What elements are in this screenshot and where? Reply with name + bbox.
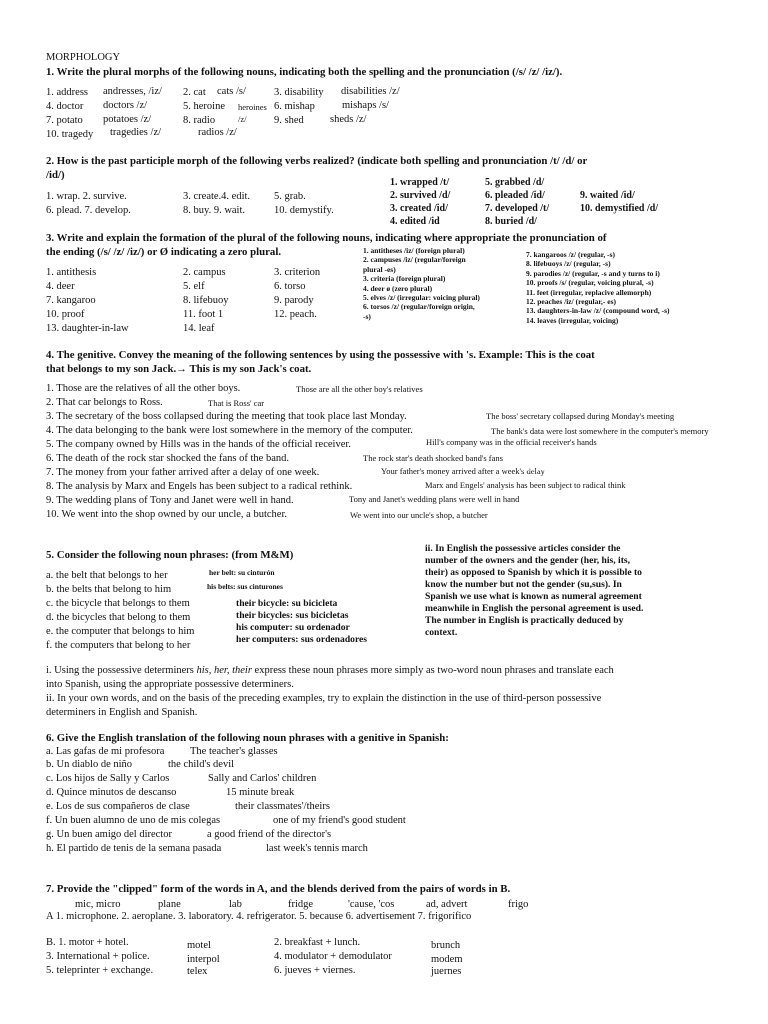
q4-answer: The bank's data were lost somewhere in the computer's memory [491, 426, 709, 436]
q7-blend-answer: modem [431, 954, 463, 965]
q2-answer: 6. pleaded /id/ [485, 190, 545, 201]
q2-item: 10. demystify. [274, 205, 334, 216]
q4-sentence: 7. The money from your father arrived after a delay of one week. [46, 467, 320, 478]
q5-explanation-box: ii. In English the possessive articles consider the number of the owners and the gender (her, his, its, their) as opposed to Spanish by which it is possible to know the number but not the gender (su,sus). In Spanish we use what is known as numeral agreement meanwhile in English the personal agreement is used. The number in English is practically deduced by context. [425, 543, 644, 638]
q2-answer: 1. wrapped /t/ [390, 177, 450, 188]
q2-item: 1. wrap. 2. survive. [46, 191, 127, 202]
question-1: 1. Write the plural morphs of the following nouns, indicating both the spelling and the pronunciation (/s/ /z/ /iz/). [46, 66, 563, 78]
q4-answer: We went into our uncle's shop, a butcher [350, 510, 488, 520]
q7-clipped-answer: fridge [288, 899, 314, 910]
q3-item: 3. criterion [274, 267, 321, 278]
q6-answer: a good friend of the director's [207, 829, 332, 840]
q5-answer: their bicycle: su bicicleta [236, 598, 338, 609]
q3-item: 12. peach. [274, 309, 317, 320]
q3-item: 13. daughter-in-law [46, 323, 129, 334]
q4-sentence: 5. The company owned by Hills was in the hands of the official receiver. [46, 439, 351, 450]
q3-item: 2. campus [183, 267, 226, 278]
q5-phrase: f. the computers that belong to her [46, 640, 191, 651]
question-3: 3. Write and explain the formation of the plural of the following nouns, indicating where appropriate the pronunciation of [46, 232, 607, 244]
q4-sentence: 3. The secretary of the boss collapsed during the meeting that took place last Monday. [46, 411, 407, 422]
q1-item: 8. radio [183, 115, 216, 126]
q5-inst-i-c: express these noun phrases more simply as two-word noun phrases and translate each [251, 665, 614, 676]
q3-answer: 10. proofs /s/ (regular, voicing plural, -s) [526, 278, 654, 288]
question-6: 6. Give the English translation of the following noun phrases with a genitive in Spanish: [46, 732, 449, 744]
q1-answer: doctors /z/ [103, 100, 148, 111]
q6-answer: The teacher's glasses [190, 746, 278, 757]
q7-blend-answer: juernes [431, 966, 462, 977]
question-2-cont: /id/) [46, 169, 65, 181]
q2-answer: 2. survived /d/ [390, 190, 451, 201]
q3-item: 1. antithesis [46, 267, 97, 278]
q4-sentence: 8. The analysis by Marx and Engels has been subject to a radical rethink. [46, 481, 353, 492]
q5-phrase: a. the belt that belongs to her [46, 570, 168, 581]
q7-b-item: 2. breakfast + lunch. [274, 937, 361, 948]
q4-sentence: 4. The data belonging to the bank were lost somewhere in the memory of the computer. [46, 425, 413, 436]
question-5: 5. Consider the following noun phrases: (from M&M) [46, 549, 294, 561]
q2-answer: 4. edited /id [390, 216, 440, 227]
q2-answer: 7. developed /t/ [485, 203, 550, 214]
q1-answer: sheds /z/ [330, 114, 367, 125]
q1-item: 5. heroine [183, 101, 225, 112]
q2-answer: 10. demystified /d/ [580, 203, 659, 214]
q3-extra-note: Marx and Engels's analysis has been has been subject to radical think [520, 466, 701, 473]
q4-answer: The rock star's death shocked band's fans [363, 453, 503, 463]
q7-b-item: 5. teleprinter + exchange. [46, 965, 154, 976]
q7-b-item: B. 1. motor + hotel. [46, 937, 129, 948]
q3-item: 11. foot 1 [183, 309, 224, 320]
q6-phrase: a. Las gafas de mi profesora [46, 746, 165, 757]
q3-answer: -s) [363, 311, 371, 321]
q4-sentence: 9. The wedding plans of Tony and Janet were well in hand. [46, 495, 294, 506]
q3-item: 8. lifebuoy [183, 295, 229, 306]
q3-answer: 8. lifebuoys /z/ (regular, -s) [526, 259, 611, 269]
q7-b-item: 3. International + police. [46, 951, 150, 962]
q3-item: 10. proof [46, 309, 85, 320]
q5-answer: her belt: su cinturón [209, 568, 275, 577]
q3-answer: 12. peaches /iz/ (regular,- es) [526, 297, 616, 307]
q5-inst-i-b: his, her, their [196, 665, 252, 676]
q1-answer: andresses, /iz/ [103, 86, 162, 97]
q5-answer: their bicycles: sus bicicletas [236, 610, 349, 621]
q5-phrase: b. the belts that belong to him [46, 584, 172, 595]
q7-clipped-answer: frigo [508, 899, 529, 910]
q5-phrase: e. the computer that belongs to him [46, 626, 195, 637]
q4-sentence: 10. We went into the shop owned by our uncle, a butcher. [46, 509, 287, 520]
q4-answer: Those are all the other boy's relatives [296, 384, 423, 394]
q1-item: 4. doctor [46, 101, 84, 112]
q6-answer: the child's devil [168, 759, 235, 770]
q6-answer: Sally and Carlos' children [208, 773, 317, 784]
q4-sentence: 2. That car belongs to Ross. [46, 397, 163, 408]
q6-phrase: b. Un diablo de niño [46, 759, 133, 770]
q4-answer: Your father's money arrived after a week's delay [381, 466, 545, 476]
q2-answer: 8. buried /d/ [485, 216, 537, 227]
q6-answer: 15 minute break [226, 787, 295, 798]
q4-sentence: 1. Those are the relatives of all the other boys. [46, 383, 241, 394]
q5-instruction-ii-cont: determiners in English and Spanish. [46, 707, 198, 718]
q1-answer: /z/ [238, 114, 247, 124]
q1-item: 10. tragedy [46, 129, 94, 140]
q2-item: 8. buy. 9. wait. [183, 205, 246, 216]
q4-answer: Tony and Janet's wedding plans were well in hand [349, 494, 520, 504]
q7-blend-answer: motel [187, 940, 211, 951]
q3-answer: 14. leaves (irregular, voicing) [526, 315, 619, 325]
q5-answer: her computers: sus ordenadores [236, 634, 368, 645]
q6-phrase: d. Quince minutos de descanso [46, 787, 177, 798]
q1-answer: radios /z/ [198, 127, 237, 138]
q7-b-item: 4. modulator + demodulator [274, 951, 392, 962]
q1-answer: potatoes /z/ [103, 114, 152, 125]
q7-clipped-answer: plane [158, 899, 181, 910]
q3-answer: 2. campuses /iz/ (regular/foreign [363, 255, 466, 265]
q7-blend-answer: telex [187, 966, 208, 977]
q3-item: 5. elf [183, 281, 205, 292]
q1-item: 7. potato [46, 115, 83, 126]
question-2: 2. How is the past participle morph of the following verbs realized? (indicate both spelling and pronunciation /t/ /d/ or [46, 155, 588, 167]
q6-phrase: g. Un buen amigo del director [46, 829, 172, 840]
q2-answer: 9. waited /id/ [580, 190, 635, 201]
q1-answer: heroines [238, 102, 267, 112]
q3-answer: 11. feet (irregular, replacive allemorph) [526, 287, 652, 297]
q3-answer: plural -es) [363, 264, 396, 274]
q5-phrase: c. the bicycle that belongs to them [46, 598, 190, 609]
q5-instruction-i [46, 665, 614, 677]
q7-a-words: A 1. microphone. 2. aeroplane. 3. laboratory. 4. refrigerator. 5. because 6. advertisement 7. frigorífico [46, 911, 472, 922]
q7-blend-answer: brunch [431, 940, 461, 951]
question-7: 7. Provide the "clipped" form of the words in A, and the blends derived from the pairs of words in B. [46, 883, 511, 895]
q4-answer: That is Ross' car [208, 398, 265, 408]
q4-answer: The boss' secretary collapsed during Monday's meeting [486, 411, 675, 421]
q3-answer: 9. parodies /z/ (regular, -s and y turns to i) [526, 268, 660, 278]
q7-clipped-answer: 'cause, 'cos [348, 899, 395, 910]
q1-answer: disabilities /z/ [341, 86, 400, 97]
q2-item: 6. plead. 7. develop. [46, 205, 131, 216]
q3-answers-left [363, 246, 480, 321]
q6-answer: one of my friend's good student [273, 815, 406, 826]
q3-answer: 5. elves /z/ (irregular: voicing plural) [363, 293, 480, 303]
q6-phrase: h. El partido de tenis de la semana pasada [46, 843, 222, 854]
q3-answer: 7. kangaroos /z/ (regular, -s) [526, 250, 616, 259]
q1-item: 3. disability [274, 87, 324, 98]
q2-item: 5. grab. [274, 191, 306, 202]
q1-item: 1. address [46, 87, 88, 98]
q6-phrase: f. Un buen alumno de uno de mis colegas [46, 815, 221, 826]
q6-phrase: e. Los de sus compañeros de clase [46, 801, 190, 812]
q1-answer: mishaps /s/ [342, 100, 389, 111]
q5-answer: his belts: sus cinturones [207, 582, 283, 591]
document-title: MORPHOLOGY [46, 52, 121, 63]
q5-phrase: d. the bicycles that belong to them [46, 612, 191, 623]
q1-item: 6. mishap [274, 101, 315, 112]
q7-clipped-answer: lab [229, 899, 242, 910]
q2-answer: 3. created /id/ [390, 203, 448, 214]
q3-answer: 4. deer ø (zero plural) [363, 283, 433, 293]
q3-answer: 3. criteria (foreign plural) [363, 274, 446, 284]
q5-answer: his computer: su ordenador [236, 622, 350, 633]
question-3-cont: the ending (/s/ /z/ /iz/) or Ø indicating a zero plural. [46, 246, 282, 258]
q5-instruction-ii: ii. In your own words, and on the basis of the preceding examples, try to explain the distinction in the use of third-person possessive [46, 693, 602, 704]
q1-item: 2. cat [183, 87, 206, 98]
q5-instruction-i-cont: into Spanish, using the appropriate possessive determiners. [46, 679, 294, 690]
q7-blend-answer: interpol [187, 954, 220, 965]
q3-answer: 6. torsos /z/ (regular/foreign origin, [363, 302, 475, 312]
q3-item: 9. parody [274, 295, 314, 306]
q3-item: 14. leaf [183, 323, 215, 334]
q2-item: 3. create.4. edit. [183, 191, 251, 202]
q5-inst-i-a: i. Using the possessive determiners [46, 665, 197, 676]
q4-answer: Hill's company was in the official receiver's hands [426, 437, 597, 447]
q3-answers-right [526, 250, 670, 325]
q7-clipped-answer: mic, micro [75, 899, 121, 910]
q6-answer: last week's tennis march [266, 843, 368, 854]
q1-item: 9. shed [274, 115, 304, 126]
q6-phrase: c. Los hijos de Sally y Carlos [46, 773, 170, 784]
question-4-example: that belongs to my son Jack.→ This is my son Jack's coat. [46, 363, 312, 375]
q1-answer: tragedies /z/ [110, 127, 162, 138]
q3-answer: 1. antitheses /iz/ (foreign plural) [363, 246, 465, 255]
q4-answer: Marx and Engels' analysis has been subject to radical think [425, 480, 626, 490]
q3-answer: 13. daughters-in-law /z/ (compound word, -s) [526, 306, 670, 316]
q3-item: 6. torso [274, 281, 306, 292]
q3-item: 4. deer [46, 281, 75, 292]
q6-answer: their classmates'/theirs [235, 801, 330, 812]
q2-answer: 5. grabbed /d/ [485, 177, 545, 188]
question-4: 4. The genitive. Convey the meaning of the following sentences by using the possessive with 's. Example: This is the coat [46, 349, 595, 361]
q1-answer: cats /s/ [217, 86, 246, 97]
q4-sentence: 6. The death of the rock star shocked the fans of the band. [46, 453, 289, 464]
q3-item: 7. kangaroo [46, 295, 96, 306]
q7-b-item: 6. jueves + viernes. [274, 965, 356, 976]
q7-clipped-answer: ad, advert [426, 899, 468, 910]
